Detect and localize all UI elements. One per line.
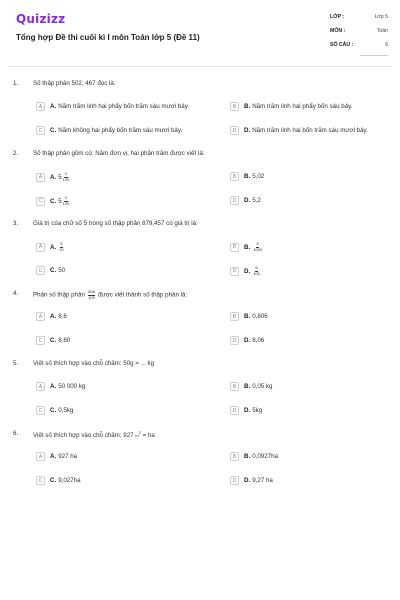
answer-option-c[interactable]	[36, 266, 65, 275]
fraction-denominator: 1000	[253, 246, 263, 252]
question-number: 2.	[13, 150, 19, 157]
fraction-numerator: 2	[64, 171, 68, 176]
option-letter: D.	[244, 127, 251, 134]
option-badge: A	[36, 452, 45, 461]
option-text: 927 ha	[58, 453, 78, 460]
answer-option-c[interactable]	[36, 126, 182, 135]
option-fraction	[63, 172, 70, 182]
option-letter: A.	[50, 173, 57, 181]
option-badge: C	[36, 126, 45, 135]
option-text: 8,6	[58, 313, 67, 320]
question-text-after: = ha	[140, 432, 155, 440]
option-text: 5	[58, 197, 62, 205]
option-letter: B.	[244, 243, 251, 251]
option-badge: D	[230, 126, 239, 135]
answer-option-d[interactable]	[230, 336, 264, 345]
fraction-denominator: 100	[253, 270, 260, 276]
question-text: Số thập phân 502, 467 đọc là:	[33, 80, 116, 87]
question-header	[13, 220, 393, 227]
option-badge: B	[230, 382, 239, 391]
question-text	[33, 430, 393, 439]
option-text: Năm trăm linh hai phẩy bốn sáu bảy.	[252, 103, 353, 110]
option-badge: C	[36, 197, 45, 206]
answer-option-b[interactable]	[230, 452, 278, 461]
question-fraction	[88, 290, 96, 300]
meta-subject-value: Toán	[376, 28, 388, 34]
option-fraction	[253, 242, 262, 252]
meta-count-label: SỐ CÂU :	[330, 42, 354, 48]
question-unit: m	[135, 433, 139, 439]
option-text: 0,05 kg	[252, 383, 273, 390]
question-header	[13, 430, 393, 439]
meta-count-value: 6	[385, 42, 388, 48]
option-letter: C.	[50, 337, 57, 344]
option-letter: C.	[50, 477, 57, 484]
option-letter: A.	[50, 243, 57, 251]
question-5	[13, 360, 393, 414]
answer-option-a[interactable]	[36, 172, 70, 182]
question-text-after: được viết thành số thập phân là:	[98, 291, 188, 299]
option-letter: B.	[244, 313, 251, 320]
option-letter: B.	[244, 453, 251, 460]
fraction-numerator: 5	[60, 241, 63, 246]
answer-option-a[interactable]	[36, 382, 85, 391]
option-badge: C	[36, 336, 45, 345]
option-text: 0,806	[252, 313, 268, 320]
question-header	[13, 150, 393, 157]
option-letter: D.	[244, 337, 251, 344]
option-text: 8,06	[252, 337, 265, 344]
question-number: 5.	[13, 360, 19, 367]
option-text: 50	[58, 267, 66, 274]
answer-option-d[interactable]	[230, 196, 261, 205]
question-number: 6.	[13, 430, 19, 437]
question-text: Viết số thích hợp vào chỗ chấm: 50g = ... kg	[33, 360, 155, 367]
option-text: Năm không hai phẩy bốn trăm sáu mươi bảy.	[58, 127, 183, 134]
question-1	[13, 80, 393, 134]
option-letter: C.	[50, 127, 57, 134]
option-badge: A	[36, 382, 45, 391]
worksheet-title: Tổng hợp Đề thi cuối kì I môn Toán lớp 5 (Đề 11)	[16, 33, 200, 42]
fraction-denominator: 100	[62, 176, 70, 182]
option-badge: C	[36, 266, 45, 275]
option-letter: A.	[50, 313, 57, 320]
option-text: 0,0927ha	[252, 453, 278, 460]
option-badge: A	[36, 102, 45, 111]
option-badge: D	[230, 476, 239, 485]
answer-option-a[interactable]	[36, 102, 189, 111]
option-letter: B.	[244, 383, 251, 390]
answer-option-d[interactable]	[230, 476, 273, 485]
question-text: Số thập phân gồm có: Năm đơn vị, hai phần trăm được viết là:	[33, 150, 205, 157]
question-2	[13, 150, 393, 206]
option-letter: A.	[50, 103, 57, 110]
option-fraction	[59, 242, 63, 252]
option-fraction	[63, 196, 70, 206]
meta-row-class	[330, 14, 388, 28]
worksheet-meta	[330, 14, 388, 56]
meta-subject-label: MÔN :	[330, 28, 346, 34]
meta-row-count	[330, 42, 388, 56]
answer-option-c[interactable]	[36, 196, 70, 206]
question-header	[13, 360, 393, 367]
option-badge: C	[36, 406, 45, 415]
option-text: 0,5kg	[58, 407, 74, 414]
question-text-before: Viết số thích hợp vào chỗ chấm: 927	[33, 432, 136, 440]
option-text: 5kg	[252, 407, 263, 414]
answer-option-a[interactable]	[36, 242, 65, 252]
answer-option-a[interactable]	[36, 312, 67, 321]
option-letter: D.	[244, 267, 251, 275]
option-badge: B	[230, 243, 239, 252]
answer-option-c[interactable]	[36, 476, 81, 485]
option-letter: D.	[244, 407, 251, 414]
option-badge: B	[230, 452, 239, 461]
option-badge: A	[36, 243, 45, 252]
answer-option-d[interactable]	[230, 406, 262, 415]
option-letter: A.	[50, 383, 57, 390]
option-letter: B.	[244, 173, 251, 180]
answer-option-b[interactable]	[230, 382, 272, 391]
option-text: 9,027ha	[58, 477, 81, 484]
option-letter: C.	[50, 407, 57, 414]
option-badge: B	[230, 102, 239, 111]
option-text: Năm trăm linh hai phẩy bốn trăm sáu mươi bảy.	[58, 103, 190, 110]
option-badge: A	[36, 173, 45, 182]
meta-row-subject	[330, 28, 388, 42]
question-text	[33, 290, 393, 300]
option-letter: B.	[244, 103, 251, 110]
option-letter: C.	[50, 267, 57, 274]
option-badge: B	[230, 312, 239, 321]
quizizz-logo: Quizizz	[16, 12, 66, 26]
meta-class-value: Lớp 5	[374, 14, 388, 20]
question-header	[13, 290, 393, 300]
option-text: 5	[58, 173, 62, 181]
question-4	[13, 289, 393, 344]
question-header	[13, 80, 393, 87]
question-number: 4.	[13, 290, 19, 297]
option-badge: D	[230, 406, 239, 415]
question-number: 3.	[13, 220, 19, 227]
option-badge: D	[230, 267, 239, 276]
option-letter: D.	[244, 197, 251, 204]
option-text: Năm trăm linh hai bốn trăm sáu mươi bảy.	[252, 127, 368, 134]
option-fraction	[253, 266, 260, 276]
question-6	[13, 430, 393, 484]
question-text-before: Phân số thập phân	[33, 291, 85, 299]
option-text: 8,60	[58, 337, 71, 344]
answer-option-b[interactable]	[230, 312, 268, 321]
meta-class-label: LỚP :	[330, 14, 345, 20]
fraction-numerator: 5	[256, 241, 259, 246]
fraction-numerator: 806	[88, 289, 95, 294]
answer-option-b[interactable]	[230, 242, 263, 252]
option-letter: D.	[244, 477, 251, 484]
option-text: 50 000 kg	[58, 383, 86, 390]
question-unit-exponent: 2	[138, 430, 141, 435]
answer-option-d[interactable]	[230, 266, 261, 276]
answer-option-d[interactable]	[230, 126, 368, 135]
header-divider	[8, 66, 392, 67]
answer-option-c[interactable]	[36, 336, 70, 345]
question-number: 1.	[13, 80, 19, 87]
fraction-numerator: 5	[255, 265, 258, 270]
option-badge: B	[230, 172, 239, 181]
question-3	[13, 220, 393, 276]
option-badge: D	[230, 196, 239, 205]
option-badge: C	[36, 476, 45, 485]
option-letter: C.	[50, 197, 57, 205]
answer-option-b[interactable]	[230, 102, 353, 111]
option-badge: D	[230, 336, 239, 345]
fraction-denominator: 10	[59, 246, 64, 252]
option-badge: A	[36, 312, 45, 321]
fraction-denominator: 100	[88, 294, 95, 300]
question-text: Giá trị của chữ số 5 trong số thập phân 879,457 có giá trị là:	[33, 220, 198, 227]
fraction-denominator: 100	[62, 200, 70, 206]
option-letter: A.	[50, 453, 57, 460]
answer-option-b[interactable]	[230, 172, 264, 181]
answer-option-c[interactable]	[36, 406, 73, 415]
meta-underline	[360, 55, 388, 56]
answer-option-a[interactable]	[36, 452, 77, 461]
option-text: 5,02	[252, 173, 265, 180]
fraction-numerator: 2	[64, 195, 68, 200]
option-text: 5,2	[252, 197, 261, 204]
option-text: 9,27 ha	[252, 477, 273, 484]
